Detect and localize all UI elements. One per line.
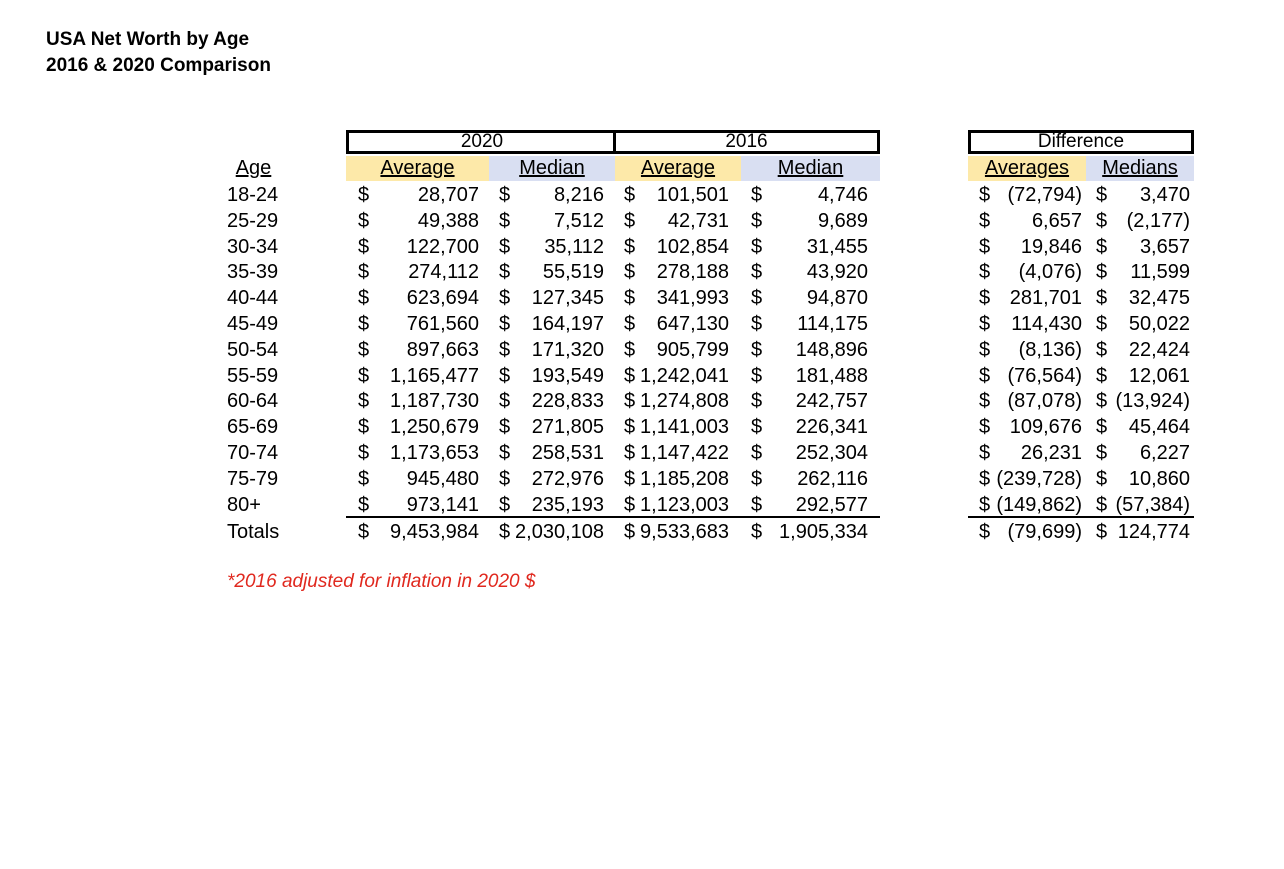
- currency-symbol: $: [499, 209, 511, 232]
- currency-symbol: $: [624, 209, 636, 232]
- totals-divider-difference: [968, 516, 1194, 518]
- data-table-body: [0, 183, 1284, 546]
- currency-symbol: $: [979, 338, 991, 361]
- table-row: [0, 467, 1284, 493]
- currency-symbol: $: [499, 521, 511, 544]
- cell-age: 35-39: [227, 261, 279, 284]
- cell-diff-average: (76,564): [1007, 364, 1082, 387]
- currency-symbol: $: [624, 364, 636, 387]
- cell-median-2020: 235,193: [531, 493, 604, 516]
- cell-median-2020: 8,216: [553, 184, 604, 206]
- cell-average-2020: 122,700: [406, 235, 479, 258]
- cell-average-2016: 905,799: [656, 338, 729, 361]
- currency-symbol: $: [751, 235, 763, 258]
- cell-diff-median: 32,475: [1128, 287, 1190, 310]
- currency-symbol: $: [1096, 416, 1108, 439]
- cell-median-2020: 2,030,108: [515, 521, 604, 544]
- currency-symbol: $: [979, 184, 991, 206]
- cell-age: 40-44: [227, 287, 279, 310]
- currency-symbol: $: [1096, 312, 1108, 335]
- currency-symbol: $: [751, 493, 763, 516]
- cell-diff-average: (72,794): [1007, 184, 1082, 206]
- table-row: [0, 338, 1284, 364]
- currency-symbol: $: [1096, 441, 1108, 464]
- cell-age: 75-79: [227, 467, 279, 490]
- currency-symbol: $: [1096, 493, 1108, 516]
- cell-median-2016: 148,896: [795, 338, 868, 361]
- currency-symbol: $: [751, 261, 763, 284]
- currency-symbol: $: [979, 467, 991, 490]
- currency-symbol: $: [1096, 184, 1108, 206]
- group-header-2020: 2020: [346, 130, 615, 154]
- table-row: [0, 312, 1284, 338]
- currency-symbol: $: [751, 338, 763, 361]
- cell-age: 65-69: [227, 416, 279, 439]
- table-row: [0, 260, 1284, 286]
- cell-median-2016: 252,304: [795, 441, 868, 464]
- currency-symbol: $: [624, 261, 636, 284]
- column-header-age: Age: [235, 157, 272, 179]
- cell-median-2016: 1,905,334: [779, 521, 868, 544]
- currency-symbol: $: [499, 467, 511, 490]
- cell-median-2016: 292,577: [795, 493, 868, 516]
- currency-symbol: $: [751, 209, 763, 232]
- currency-symbol: $: [751, 312, 763, 335]
- currency-symbol: $: [751, 184, 763, 206]
- cell-median-2016: 181,488: [795, 364, 868, 387]
- cell-average-2020: 28,707: [417, 184, 479, 206]
- currency-symbol: $: [979, 390, 991, 413]
- currency-symbol: $: [979, 312, 991, 335]
- cell-diff-average: (239,728): [996, 467, 1082, 490]
- cell-diff-median: 50,022: [1128, 312, 1190, 335]
- currency-symbol: $: [1096, 338, 1108, 361]
- currency-symbol: $: [624, 390, 636, 413]
- cell-average-2016: 102,854: [656, 235, 729, 258]
- report-title: USA Net Worth by Age: [46, 29, 250, 50]
- cell-average-2020: 1,250,679: [390, 416, 479, 439]
- totals-divider: [346, 516, 880, 518]
- cell-age: 25-29: [227, 209, 279, 232]
- cell-average-2020: 623,694: [406, 287, 479, 310]
- cell-median-2020: 271,805: [531, 416, 604, 439]
- currency-symbol: $: [358, 338, 370, 361]
- currency-symbol: $: [499, 261, 511, 284]
- currency-symbol: $: [499, 287, 511, 310]
- table-row: [0, 209, 1284, 235]
- report-subtitle: 2016 & 2020 Comparison: [46, 55, 271, 76]
- currency-symbol: $: [979, 441, 991, 464]
- cell-average-2016: 101,501: [656, 184, 729, 206]
- cell-average-2016: 341,993: [656, 287, 729, 310]
- cell-age: 50-54: [227, 338, 279, 361]
- cell-average-2016: 42,731: [667, 209, 729, 232]
- cell-age: 80+: [227, 493, 261, 516]
- cell-median-2020: 7,512: [553, 209, 604, 232]
- table-row: [0, 415, 1284, 441]
- cell-average-2020: 973,141: [406, 493, 479, 516]
- cell-age: Totals: [227, 521, 280, 544]
- cell-age: 60-64: [227, 390, 279, 413]
- currency-symbol: $: [358, 287, 370, 310]
- currency-symbol: $: [979, 493, 991, 516]
- cell-average-2020: 1,173,653: [390, 441, 479, 464]
- cell-diff-median: (2,177): [1126, 209, 1190, 232]
- currency-symbol: $: [624, 184, 636, 206]
- cell-average-2020: 274,112: [408, 261, 479, 284]
- cell-median-2016: 226,341: [795, 416, 868, 439]
- column-header-average-2020: Average: [346, 156, 489, 181]
- table-row: [0, 441, 1284, 467]
- currency-symbol: $: [1096, 390, 1108, 413]
- cell-diff-median: 3,470: [1139, 184, 1190, 206]
- currency-symbol: $: [979, 235, 991, 258]
- currency-symbol: $: [751, 287, 763, 310]
- currency-symbol: $: [499, 338, 511, 361]
- currency-symbol: $: [624, 416, 636, 439]
- currency-symbol: $: [499, 364, 511, 387]
- currency-symbol: $: [1096, 235, 1108, 258]
- currency-symbol: $: [751, 521, 763, 544]
- cell-average-2020: 761,560: [406, 312, 479, 335]
- currency-symbol: $: [751, 364, 763, 387]
- cell-diff-median: (57,384): [1115, 493, 1190, 516]
- currency-symbol: $: [358, 441, 370, 464]
- currency-symbol: $: [358, 235, 370, 258]
- cell-median-2016: 262,116: [797, 467, 868, 490]
- cell-average-2016: 1,141,003: [640, 416, 729, 439]
- cell-diff-average: 109,676: [1009, 416, 1082, 439]
- cell-median-2020: 127,345: [531, 287, 604, 310]
- cell-diff-median: 22,424: [1128, 338, 1190, 361]
- currency-symbol: $: [358, 493, 370, 516]
- currency-symbol: $: [751, 467, 763, 490]
- inflation-footnote: *2016 adjusted for inflation in 2020 $: [227, 571, 536, 592]
- cell-diff-average: 26,231: [1020, 441, 1082, 464]
- currency-symbol: $: [499, 312, 511, 335]
- cell-average-2020: 897,663: [406, 338, 479, 361]
- currency-symbol: $: [751, 390, 763, 413]
- currency-symbol: $: [979, 416, 991, 439]
- currency-symbol: $: [624, 312, 636, 335]
- currency-symbol: $: [979, 287, 991, 310]
- cell-diff-median: 3,657: [1139, 235, 1190, 258]
- cell-diff-median: 12,061: [1128, 364, 1190, 387]
- cell-age: 55-59: [227, 364, 279, 387]
- cell-median-2020: 272,976: [531, 467, 604, 490]
- table-row: [0, 493, 1284, 519]
- cell-average-2020: 1,165,477: [390, 364, 479, 387]
- cell-diff-average: (149,862): [996, 493, 1082, 516]
- cell-median-2016: 31,455: [806, 235, 868, 258]
- cell-average-2016: 1,274,808: [640, 390, 729, 413]
- cell-median-2016: 114,175: [797, 312, 868, 335]
- currency-symbol: $: [1096, 287, 1108, 310]
- currency-symbol: $: [358, 467, 370, 490]
- cell-median-2020: 35,112: [544, 235, 604, 258]
- currency-symbol: $: [624, 235, 636, 258]
- currency-symbol: $: [1096, 209, 1108, 232]
- currency-symbol: $: [751, 416, 763, 439]
- cell-diff-average: 281,701: [1009, 287, 1082, 310]
- cell-median-2020: 55,519: [542, 261, 604, 284]
- cell-diff-average: (8,136): [1018, 338, 1082, 361]
- cell-diff-median: 11,599: [1130, 261, 1190, 284]
- totals-row: [0, 520, 1284, 546]
- cell-age: 45-49: [227, 312, 279, 335]
- column-header-median-2020: Median: [489, 156, 615, 181]
- currency-symbol: $: [979, 209, 991, 232]
- cell-average-2016: 1,147,422: [640, 441, 729, 464]
- currency-symbol: $: [499, 390, 511, 413]
- cell-average-2020: 49,388: [417, 209, 479, 232]
- currency-symbol: $: [624, 338, 636, 361]
- cell-average-2016: 1,242,041: [640, 364, 729, 387]
- cell-diff-median: 124,774: [1117, 521, 1190, 544]
- currency-symbol: $: [358, 364, 370, 387]
- cell-median-2020: 258,531: [531, 441, 604, 464]
- cell-average-2020: 9,453,984: [390, 521, 479, 544]
- currency-symbol: $: [1096, 521, 1108, 544]
- currency-symbol: $: [499, 441, 511, 464]
- currency-symbol: $: [624, 521, 636, 544]
- cell-diff-average: (87,078): [1007, 390, 1082, 413]
- cell-average-2016: 278,188: [656, 261, 729, 284]
- currency-symbol: $: [358, 416, 370, 439]
- cell-diff-median: 45,464: [1128, 416, 1190, 439]
- cell-median-2020: 171,320: [531, 338, 604, 361]
- cell-average-2016: 1,185,208: [640, 467, 729, 490]
- cell-average-2016: 647,130: [656, 312, 729, 335]
- cell-age: 30-34: [227, 235, 279, 258]
- currency-symbol: $: [358, 184, 370, 206]
- currency-symbol: $: [979, 261, 991, 284]
- cell-diff-average: 114,430: [1011, 312, 1082, 335]
- currency-symbol: $: [358, 209, 370, 232]
- currency-symbol: $: [499, 416, 511, 439]
- table-row: [0, 364, 1284, 390]
- currency-symbol: $: [1096, 364, 1108, 387]
- column-header-median-2016: Median: [741, 156, 880, 181]
- cell-median-2016: 242,757: [795, 390, 868, 413]
- currency-symbol: $: [979, 364, 991, 387]
- cell-average-2020: 945,480: [406, 467, 479, 490]
- cell-median-2020: 193,549: [531, 364, 604, 387]
- currency-symbol: $: [358, 261, 370, 284]
- column-header-diff-medians: Medians: [1086, 156, 1194, 181]
- currency-symbol: $: [624, 493, 636, 516]
- currency-symbol: $: [979, 521, 991, 544]
- table-row: [0, 183, 1284, 209]
- cell-average-2016: 1,123,003: [640, 493, 729, 516]
- group-header-difference: Difference: [968, 130, 1194, 154]
- currency-symbol: $: [358, 521, 370, 544]
- cell-diff-median: 10,860: [1128, 467, 1190, 490]
- currency-symbol: $: [1096, 467, 1108, 490]
- cell-diff-average: (4,076): [1018, 261, 1082, 284]
- table-row: [0, 235, 1284, 261]
- currency-symbol: $: [499, 493, 511, 516]
- cell-median-2016: 94,870: [806, 287, 868, 310]
- cell-median-2016: 43,920: [806, 261, 868, 284]
- currency-symbol: $: [624, 287, 636, 310]
- cell-age: 70-74: [227, 441, 279, 464]
- cell-diff-average: 6,657: [1031, 209, 1082, 232]
- cell-average-2020: 1,187,730: [390, 390, 479, 413]
- currency-symbol: $: [624, 467, 636, 490]
- cell-diff-average: 19,846: [1020, 235, 1082, 258]
- group-header-2016: 2016: [613, 130, 880, 154]
- table-row: [0, 389, 1284, 415]
- currency-symbol: $: [751, 441, 763, 464]
- currency-symbol: $: [499, 235, 511, 258]
- currency-symbol: $: [499, 184, 511, 206]
- table-row: [0, 286, 1284, 312]
- currency-symbol: $: [358, 390, 370, 413]
- cell-median-2020: 228,833: [531, 390, 604, 413]
- currency-symbol: $: [1096, 261, 1108, 284]
- column-header-average-2016: Average: [615, 156, 741, 181]
- column-header-diff-averages: Averages: [968, 156, 1086, 181]
- cell-diff-median: (13,924): [1115, 390, 1190, 413]
- currency-symbol: $: [624, 441, 636, 464]
- cell-median-2016: 9,689: [817, 209, 868, 232]
- cell-diff-average: (79,699): [1007, 521, 1082, 544]
- cell-median-2016: 4,746: [817, 184, 868, 206]
- cell-average-2016: 9,533,683: [640, 521, 729, 544]
- cell-median-2020: 164,197: [531, 312, 604, 335]
- cell-diff-median: 6,227: [1139, 441, 1190, 464]
- currency-symbol: $: [358, 312, 370, 335]
- cell-age: 18-24: [227, 184, 279, 206]
